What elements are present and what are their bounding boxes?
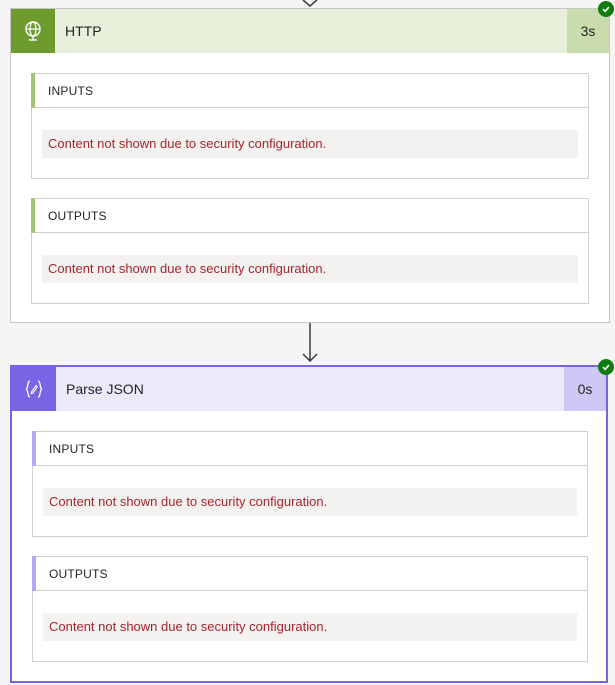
parse-json-card-title: Parse JSON [66, 381, 144, 397]
http-outputs-label: OUTPUTS [48, 209, 107, 223]
parse-json-duration: 0s [564, 367, 606, 411]
parse-json-action-card[interactable] [10, 365, 608, 683]
http-card-header[interactable] [11, 9, 609, 53]
parse-json-inputs-accent [32, 431, 36, 466]
parse-json-inputs-secure-message: Content not shown due to security configuration. [43, 488, 577, 516]
parse-json-success-check-icon [598, 359, 614, 375]
http-outputs-section[interactable] [31, 198, 589, 304]
parse-json-outputs-header[interactable] [33, 557, 587, 591]
http-icon-box [11, 9, 55, 53]
http-outputs-header[interactable] [32, 199, 588, 233]
http-outputs-secure-message: Content not shown due to security configuration. [42, 255, 578, 283]
http-card-title: HTTP [65, 23, 102, 39]
http-inputs-accent [31, 73, 35, 108]
parse-json-inputs-section[interactable] [32, 431, 588, 537]
parse-json-icon-box [12, 367, 56, 411]
http-inputs-secure-message: Content not shown due to security configuration. [42, 130, 578, 158]
parse-json-inputs-header[interactable] [33, 432, 587, 466]
globe-icon [22, 20, 44, 42]
http-inputs-section[interactable] [31, 73, 589, 179]
parse-json-outputs-accent [32, 556, 36, 591]
parse-json-inputs-label: INPUTS [49, 442, 95, 456]
http-duration: 3s [567, 9, 609, 53]
http-action-card[interactable] [10, 8, 610, 323]
http-outputs-accent [31, 198, 35, 233]
connector-arrow-middle [300, 323, 320, 365]
parse-json-icon [23, 378, 45, 400]
parse-json-outputs-section[interactable] [32, 556, 588, 662]
parse-json-card-header[interactable] [12, 367, 606, 411]
http-inputs-label: INPUTS [48, 84, 94, 98]
http-success-check-icon [598, 1, 614, 17]
http-inputs-header[interactable] [32, 74, 588, 108]
parse-json-outputs-label: OUTPUTS [49, 567, 108, 581]
parse-json-outputs-secure-message: Content not shown due to security configuration. [43, 613, 577, 641]
